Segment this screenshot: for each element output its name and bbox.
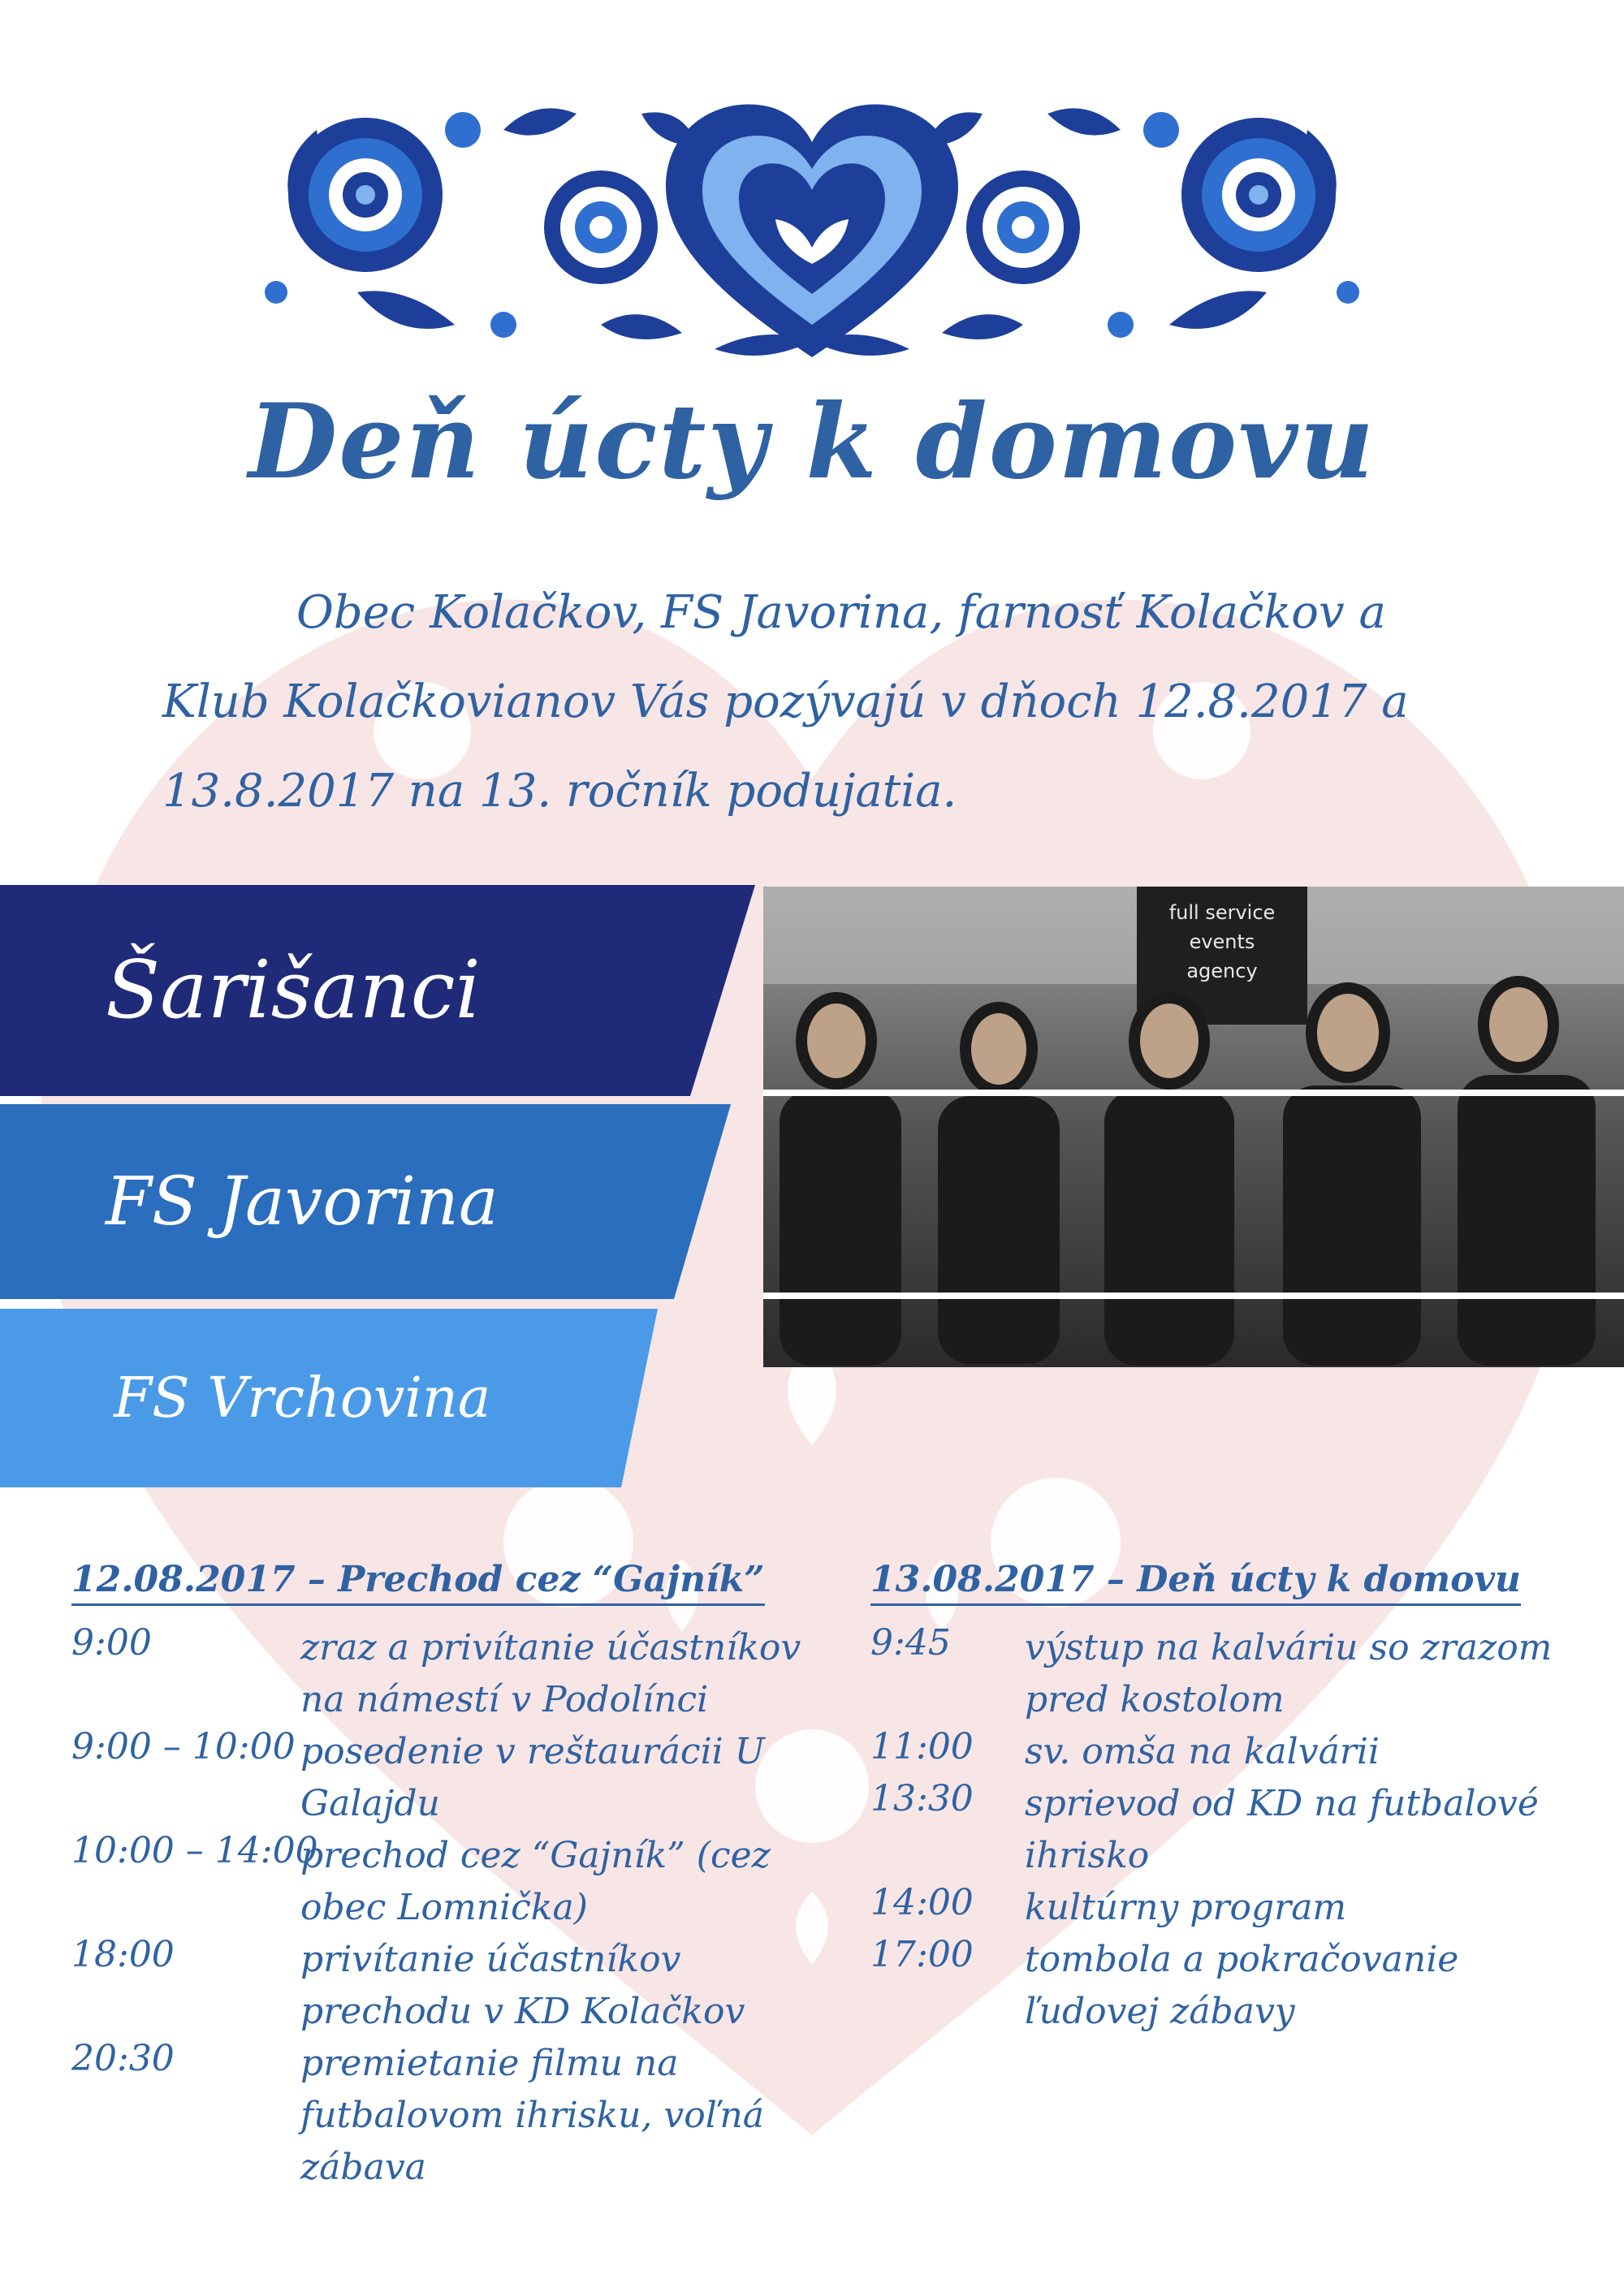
schedule-time: 13:30: [870, 1778, 974, 1819]
schedule-description: posedenie v reštaurácii U Galajdu: [300, 1731, 765, 1824]
intro-text: [162, 568, 1478, 836]
band-label: Šarišanci: [106, 944, 481, 1037]
schedule-item: [71, 1726, 851, 1830]
schedule-time: 18:00: [71, 1934, 175, 1975]
schedule-item: [71, 1830, 851, 1934]
schedule-time: 17:00: [870, 1934, 974, 1975]
schedule-description: privítanie účastníkov prechodu v KD Kolačkov: [300, 1939, 745, 2032]
schedule-description: tombola a pokračovanie ľudovej zábavy: [1025, 1939, 1459, 2032]
schedule-time: 14:00: [870, 1882, 974, 1923]
schedule-time: 11:00: [870, 1726, 974, 1767]
intro-line: Obec Kolačkov, FS Javorina, farnosť Kolačkov a: [296, 586, 1386, 639]
event-title: Deň úcty k domovu: [248, 382, 1376, 502]
band-label: FS Vrchovina: [114, 1366, 491, 1431]
schedule-description: sprievod od KD na futbalové ihrisko: [1025, 1783, 1539, 1876]
schedule-item: [71, 1622, 851, 1726]
schedule-day-2: [870, 1559, 1601, 2038]
schedule-description: prechod cez “Gajník” (cez obec Lomnička): [300, 1835, 771, 1928]
schedule-item: [870, 1778, 1601, 1882]
intro-line: 13.8.2017 na 13. ročník podujatia.: [162, 765, 957, 818]
schedule-item: [71, 2038, 851, 2194]
schedule-item: [71, 1934, 851, 2038]
band-photo: [763, 887, 1624, 1367]
schedule-heading: 12.08.2017 – Prechod cez “Gajník”: [71, 1559, 765, 1606]
schedule-description: výstup na kalváriu so zrazom pred kostolom: [1025, 1627, 1553, 1720]
schedule-item: [870, 1726, 1601, 1778]
schedule-description: kultúrny program: [1025, 1887, 1347, 1928]
schedule-description: zraz a privítanie účastníkov na námestí v Podolínci: [300, 1627, 801, 1720]
schedule-heading: 13.08.2017 – Deň úcty k domovu: [870, 1559, 1521, 1606]
schedule-time: 9:45: [870, 1622, 951, 1664]
photo-sign-line: events: [1189, 930, 1255, 953]
schedule-time: 9:00 – 10:00: [71, 1726, 296, 1767]
photo-sign-line: agency: [1186, 960, 1258, 982]
folk-heart-ornament: [260, 81, 1364, 373]
band-label: FS Javorina: [106, 1163, 499, 1241]
photo-sign-line: full service: [1168, 901, 1276, 924]
schedule-time: 9:00: [71, 1622, 152, 1664]
schedule-description: premietanie filmu na futbalovom ihrisku, voľná zábava: [300, 2043, 764, 2188]
intro-line: Klub Kolačkovianov Vás pozývajú v dňoch 12.8.2017 a: [162, 675, 1409, 728]
schedule-time: 10:00 – 14:00: [71, 1830, 318, 1871]
schedule-item: [870, 1882, 1601, 1934]
schedule-day-1: [71, 1559, 851, 2194]
schedule-item: [870, 1934, 1601, 2038]
schedule-time: 20:30: [71, 2038, 175, 2079]
schedule-item: [870, 1622, 1601, 1726]
schedule-description: sv. omša na kalvárii: [1025, 1731, 1380, 1772]
